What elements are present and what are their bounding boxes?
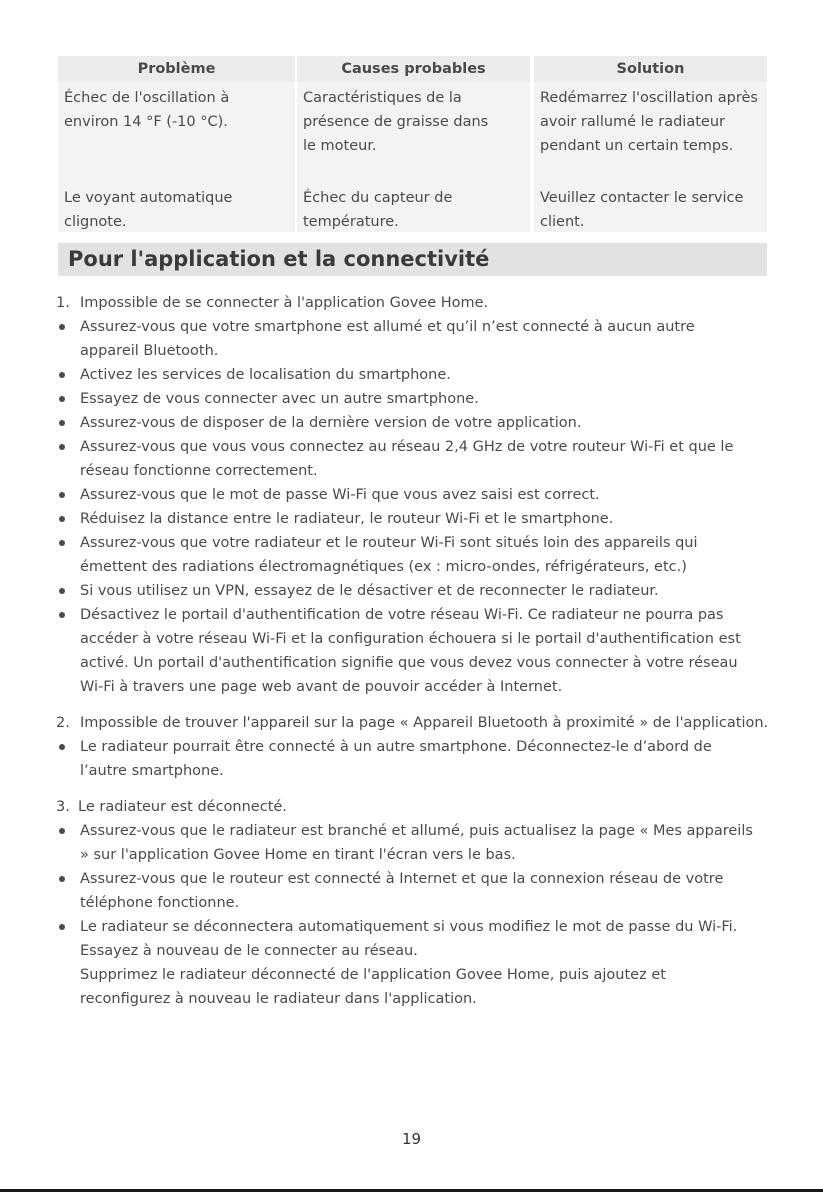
cell-line: température. bbox=[303, 214, 399, 230]
bullet-item: Assurez-vous que votre smartphone est allumé et qu’il n’est connecté à aucun autre bbox=[0, 315, 823, 339]
cell-line: pendant un certain temps. bbox=[540, 138, 734, 154]
item-title: Impossible de se connecter à l'application Govee Home. bbox=[80, 295, 489, 311]
bullet-continuation: » sur l'application Govee Home en tirant l'écran vers le bas. bbox=[80, 847, 516, 863]
cell-line: présence de graisse dans bbox=[303, 114, 489, 130]
cell-line: environ 14 °F (-10 °C). bbox=[64, 114, 228, 130]
bullet-item: Assurez-vous que le radiateur est branché et allumé, puis actualisez la page « Mes appareils bbox=[0, 819, 823, 843]
cell-line: Échec du capteur de bbox=[303, 190, 453, 206]
bullet-item: Assurez-vous que le mot de passe Wi-Fi que vous avez saisi est correct. bbox=[0, 483, 823, 507]
bullet-icon bbox=[59, 612, 65, 618]
numbered-item bbox=[0, 795, 823, 819]
item-title: Impossible de trouver l'appareil sur la page « Appareil Bluetooth à proximité » de l'application. bbox=[80, 715, 769, 731]
solution-cell bbox=[534, 184, 767, 232]
bullet-icon bbox=[59, 828, 65, 834]
page-number: 19 bbox=[401, 1130, 422, 1148]
spacer bbox=[0, 699, 823, 711]
bullet-continuation: Supprimez le radiateur déconnecté de l'application Govee Home, puis ajoutez et bbox=[80, 967, 666, 983]
bullet-icon bbox=[59, 324, 65, 330]
bullet-icon bbox=[59, 372, 65, 378]
header-problem: Problème bbox=[58, 56, 295, 82]
solution-cell bbox=[534, 82, 767, 184]
bullet-icon bbox=[59, 396, 65, 402]
bullet-item: Le radiateur pourrait être connecté à un autre smartphone. Déconnectez-le d’abord de bbox=[0, 735, 823, 759]
bullet-continuation: réseau fonctionne correctement. bbox=[80, 463, 318, 479]
bullet-item: Désactivez le portail d'authentification de votre réseau Wi-Fi. Ce radiateur ne pourra pas bbox=[0, 603, 823, 627]
bullet-continuation: téléphone fonctionne. bbox=[80, 895, 240, 911]
item-title: Le radiateur est déconnecté. bbox=[78, 799, 287, 815]
cause-cell bbox=[297, 184, 530, 232]
bullet-item: Si vous utilisez un VPN, essayez de le désactiver et de reconnecter le radiateur. bbox=[0, 579, 823, 603]
item-number: 3. bbox=[56, 799, 70, 815]
bullet-continuation: appareil Bluetooth. bbox=[80, 343, 219, 359]
cell-line: avoir rallumé le radiateur bbox=[540, 114, 725, 130]
bullet-icon bbox=[59, 540, 65, 546]
table-row bbox=[58, 82, 767, 184]
bullet-continuation: accéder à votre réseau Wi-Fi et la configuration échouera si le portail d'authentification est bbox=[80, 631, 741, 647]
bullet-continuation: l’autre smartphone. bbox=[80, 763, 224, 779]
bullet-icon bbox=[59, 876, 65, 882]
bullet-item: Assurez-vous de disposer de la dernière version de votre application. bbox=[0, 411, 823, 435]
bullet-continuation: émettent des radiations électromagnétiques (ex : micro-ondes, réfrigérateurs, etc.) bbox=[80, 559, 687, 575]
troubleshooting-list bbox=[0, 291, 823, 1011]
item-number: 1. bbox=[56, 295, 70, 311]
spacer bbox=[0, 783, 823, 795]
numbered-item bbox=[0, 291, 823, 315]
header-solution: Solution bbox=[534, 56, 767, 82]
cell-line: clignote. bbox=[64, 214, 127, 230]
cell-line: Échec de l'oscillation à bbox=[64, 90, 230, 106]
bullet-continuation: reconfigurez à nouveau le radiateur dans l'application. bbox=[80, 991, 477, 1007]
cell-line: client. bbox=[540, 214, 585, 230]
bullet-icon bbox=[59, 492, 65, 498]
cause-cell bbox=[297, 82, 530, 184]
bullet-icon bbox=[59, 744, 65, 750]
problem-cell bbox=[58, 82, 295, 184]
numbered-item bbox=[0, 711, 823, 735]
item-number: 2. bbox=[56, 715, 70, 731]
table-row bbox=[58, 184, 767, 232]
cell-line: le moteur. bbox=[303, 138, 377, 154]
bullet-item: Le radiateur se déconnectera automatiquement si vous modifiez le mot de passe du Wi-Fi. bbox=[0, 915, 823, 939]
bullet-item: Activez les services de localisation du smartphone. bbox=[0, 363, 823, 387]
bullet-item: Assurez-vous que vous vous connectez au réseau 2,4 GHz de votre routeur Wi-Fi et que le bbox=[0, 435, 823, 459]
bullet-icon bbox=[59, 420, 65, 426]
cell-line: Caractéristiques de la bbox=[303, 90, 462, 106]
problem-cell bbox=[58, 184, 295, 232]
cell-line: Le voyant automatique bbox=[64, 190, 233, 206]
bullet-item: Essayez de vous connecter avec un autre smartphone. bbox=[0, 387, 823, 411]
bullet-item: Assurez-vous que le routeur est connecté à Internet et que la connexion réseau de votre bbox=[0, 867, 823, 891]
table-header-row bbox=[58, 56, 767, 82]
bullet-icon bbox=[59, 588, 65, 594]
bullet-icon bbox=[59, 924, 65, 930]
bullet-continuation: activé. Un portail d'authentification signifie que vous devez vous connecter à votre réseau bbox=[80, 655, 738, 671]
bullet-item: Réduisez la distance entre le radiateur, le routeur Wi-Fi et le smartphone. bbox=[0, 507, 823, 531]
cell-line: Veuillez contacter le service bbox=[540, 190, 744, 206]
section-heading: Pour l'application et la connectivité bbox=[58, 243, 767, 276]
bullet-item: Assurez-vous que votre radiateur et le routeur Wi-Fi sont situés loin des appareils qui bbox=[0, 531, 823, 555]
header-causes: Causes probables bbox=[297, 56, 530, 82]
bullet-continuation: Wi-Fi à travers une page web avant de pouvoir accéder à Internet. bbox=[80, 679, 563, 695]
cell-line: Redémarrez l'oscillation après bbox=[540, 90, 758, 106]
bullet-continuation: Essayez à nouveau de le connecter au réseau. bbox=[80, 943, 418, 959]
bullet-icon bbox=[59, 444, 65, 450]
bullet-icon bbox=[59, 516, 65, 522]
troubleshooting-table bbox=[58, 56, 767, 232]
